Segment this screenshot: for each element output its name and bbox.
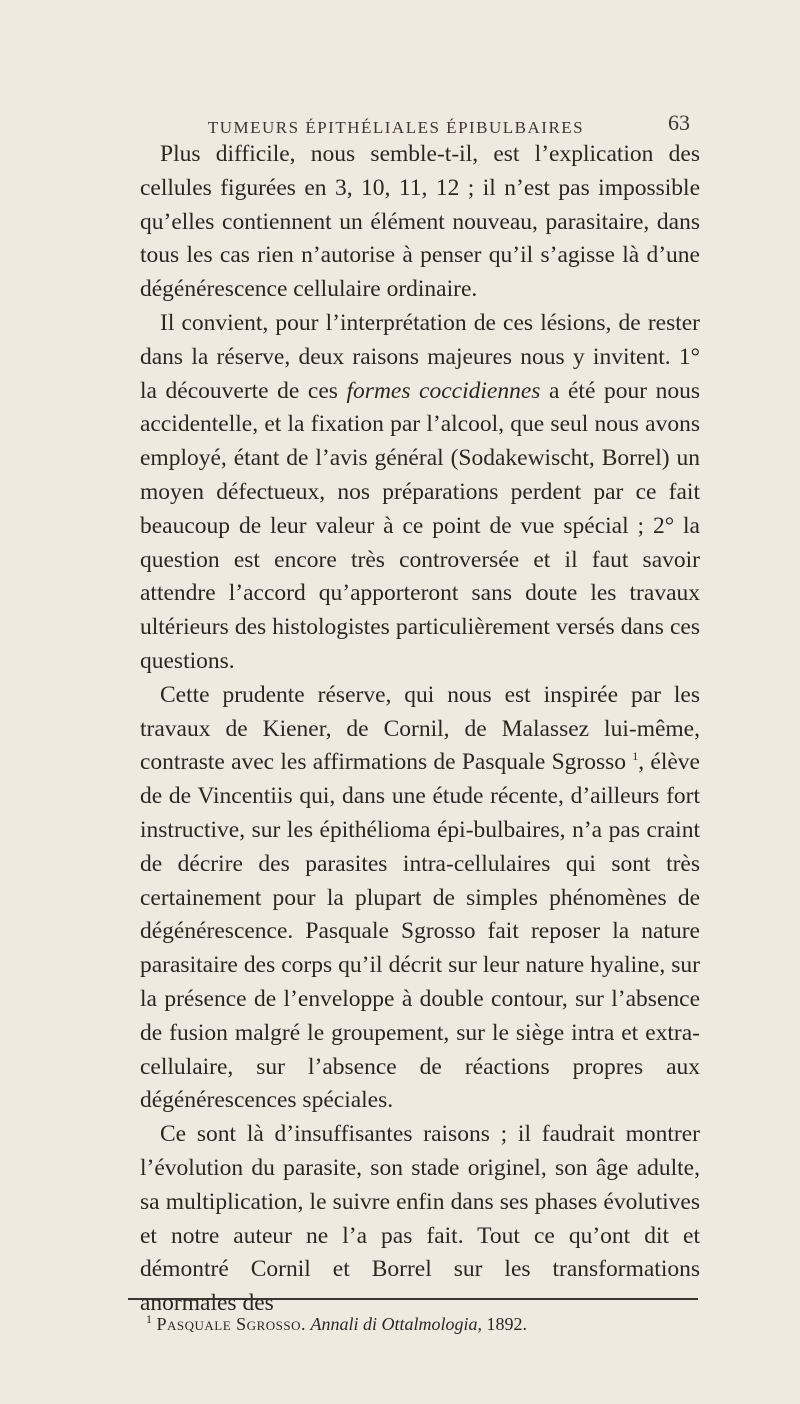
paragraph-3 [140, 679, 700, 1118]
footnote-reference[interactable]: 1 [632, 749, 639, 764]
footnote-year: 1892. [486, 1314, 527, 1334]
paragraph-2-part-2: a été pour nous accidentelle, et la fixation par l’alcool, que seul nous avons employé, étant de l’avis général (Sodakewischt, Borrel) un moyen défectueux, nos préparations perdent par ce fait beaucoup de leur valeur à ce point de vue spécial ; 2° la question est encore très controversée et il faut savoir attendre l’accord qu’apporteront sans doute les travaux ultérieurs des histologistes particulièrement versés dans ces questions. [140, 377, 700, 674]
footnote-journal: Annali di Ottalmologia, [310, 1314, 482, 1334]
paragraph-2 [140, 307, 700, 679]
paragraph-2-part-1: Il convient, pour l’interprétation de ces lésions, de rester dans la réserve, deux raisons majeures nous y invitent. 1° la découverte de ces [140, 309, 700, 404]
paragraph-3-part-2: , élève de de Vincentiis qui, dans une étude récente, d’ailleurs fort instructive, sur les épithélioma épi-bulbaires, n’a pas craint de décrire des parasites intra-cellulaires qui sont très certainement pour la plupart de simples phénomènes de dégénérescence. Pasquale Sgrosso fait reposer la nature parasitaire des corps qu’il décrit sur leur nature hyaline, sur la présence de l’enveloppe à double contour, sur l’absence de fusion malgré le groupement, sur le siège intra et extra-cellulaire, sur l’absence de réactions propres aux dégénérescences spéciales. [140, 749, 700, 1114]
footnote-author: Pasquale Sgrosso. [156, 1314, 306, 1334]
paragraph-3-part-1: Cette prudente réserve, qui nous est inspirée par les travaux de Kiener, de Cornil, de Malassez lui-même, contraste avec les affirmations de Pasquale Sgrosso [140, 681, 700, 776]
body-text [140, 138, 700, 1321]
footnote-divider [128, 1298, 698, 1300]
footnote-marker: 1 [146, 1312, 152, 1326]
italic-phrase: formes coccidiennes [346, 377, 541, 404]
paragraph-4: Ce sont là d’insuffisantes raisons ; il faudrait montrer l’évolution du parasite, son stade originel, son âge adulte, sa multiplication, le suivre enfin dans ses phases évolutives et notre auteur ne l’a pas fait. Tout ce qu’ont dit et démontré Cornil et Borrel sur les transformations anormales des [140, 1121, 700, 1317]
running-title: TUMEURS ÉPITHÉLIALES ÉPIBULBAIRES [207, 118, 585, 137]
page-number: 63 [668, 110, 690, 135]
paragraph-1: Plus difficile, nous semble-t-il, est l’explication des cellules figurées en 3, 10, 11, 12 ; il n’est pas impossible qu’elles contiennent un élément nouveau, parasitaire, dans tous les cas rien n’autorise à penser qu’il s’agisse là d’une dégénérescence cellulaire ordinaire. [140, 141, 700, 303]
footnote [146, 1312, 696, 1336]
